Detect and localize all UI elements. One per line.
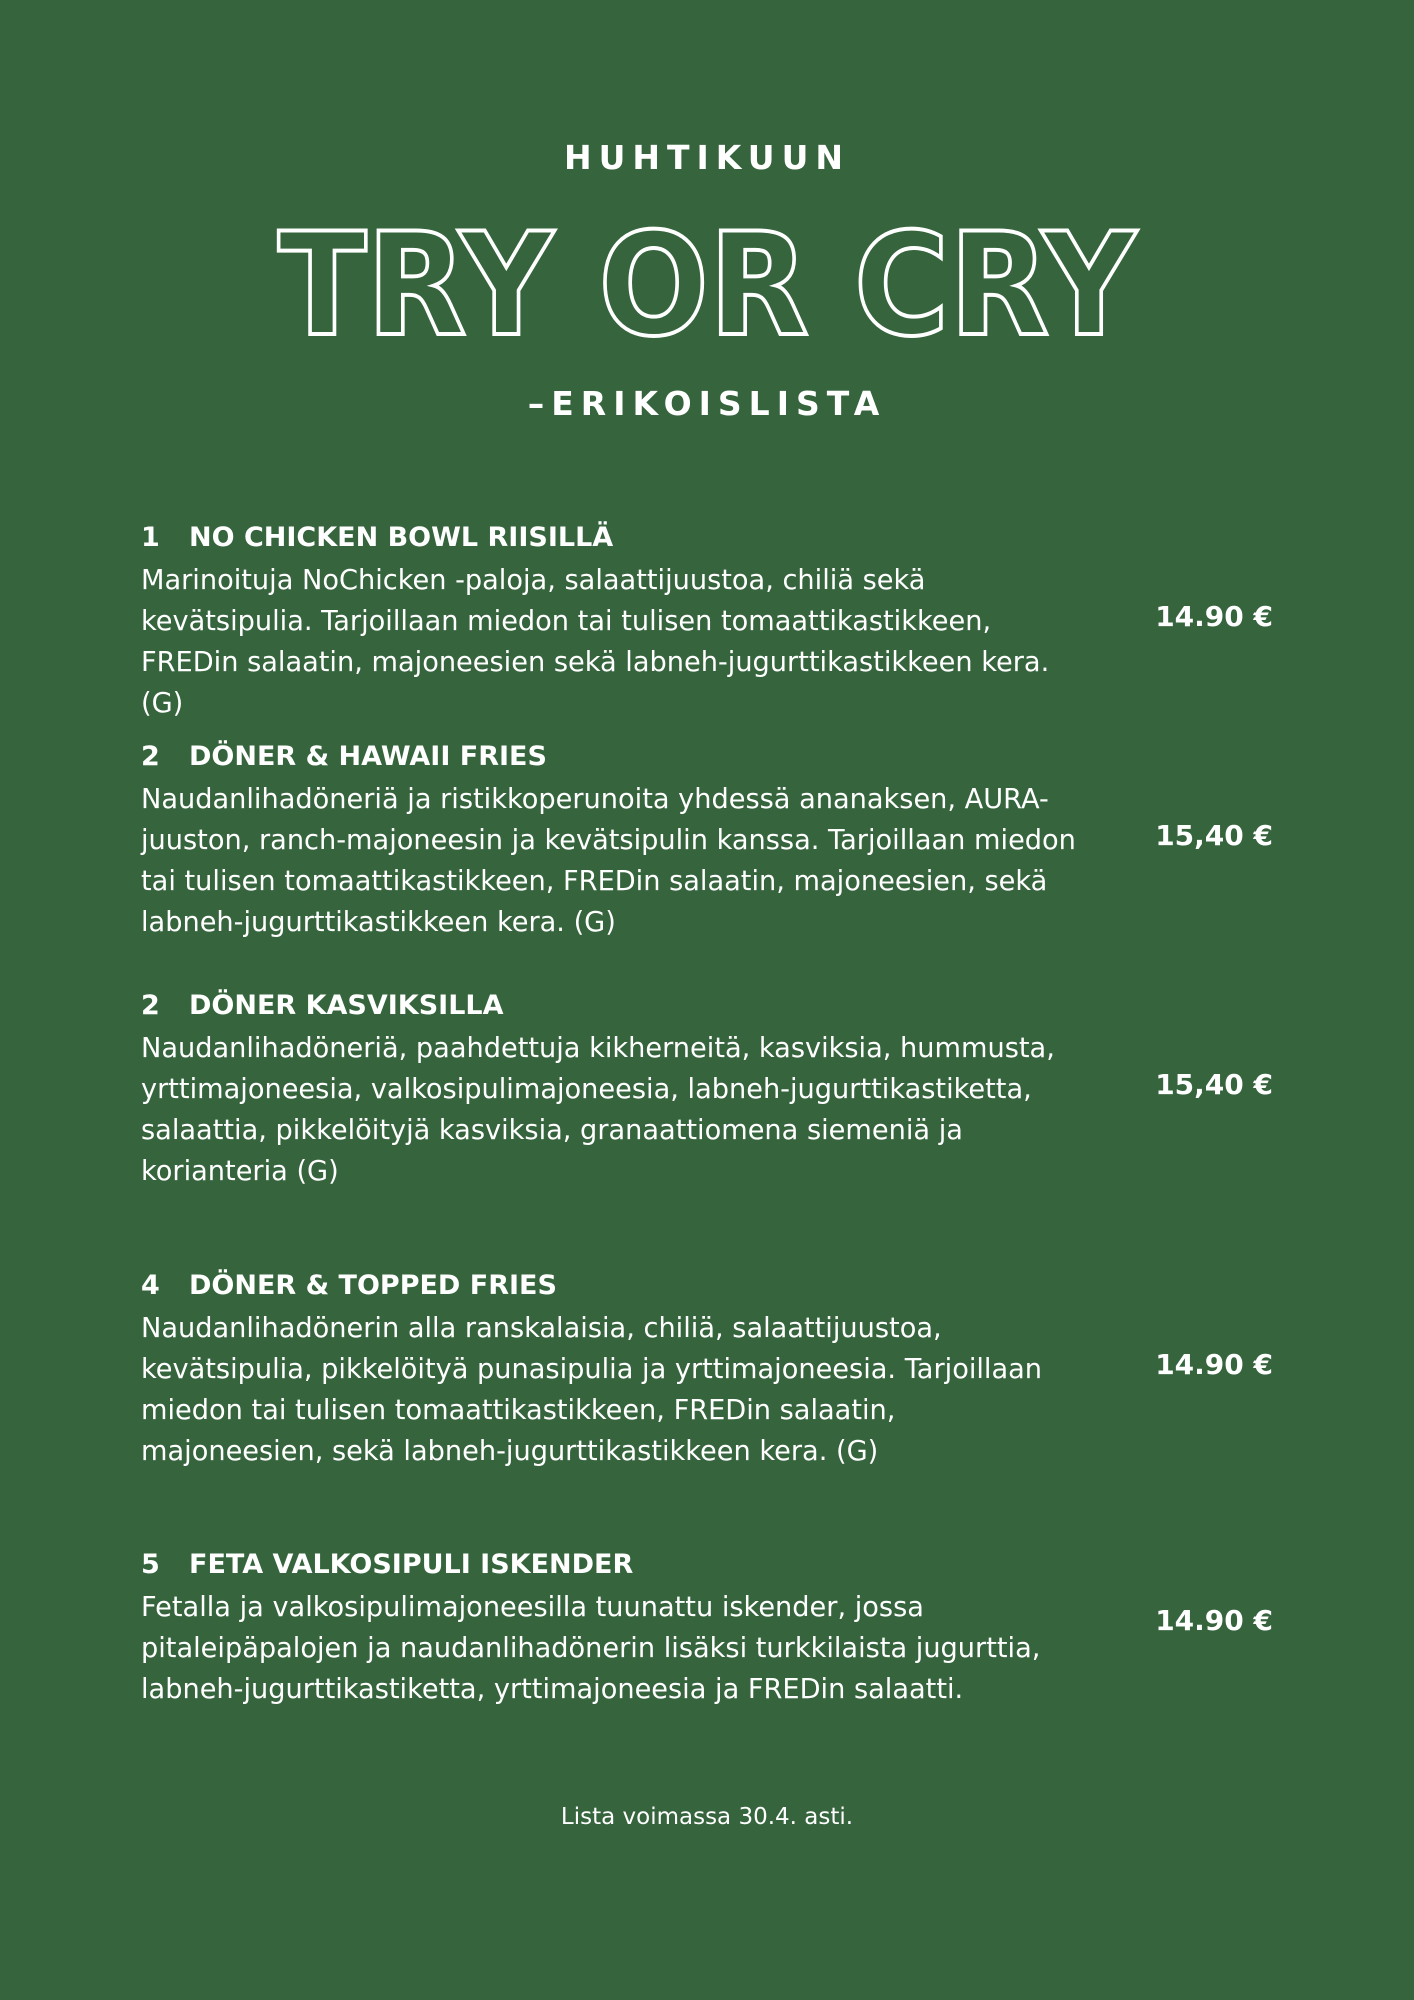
menu-subtitle: –ERIKOISLISTA — [527, 384, 887, 423]
item-title — [141, 1547, 1273, 1583]
month-heading: HUHTIKUUN — [563, 138, 851, 177]
item-description: Naudanlihadöneriä ja ristikkoperunoita yhdessä ananaksen, AURA-juuston, ranch-majoneesin ja kevätsipulin kanssa. Tarjoillaan miedon tai tulisen tomaattikastikkeen, FREDin salaatin, majoneesien, sekä labneh-jugurttikastikkeen kera. (G) — [141, 784, 1076, 938]
item-price: 14.90 € — [1155, 1348, 1273, 1381]
item-number: 2 — [141, 990, 160, 1021]
item-description: Naudanlihadönerin alla ranskalaisia, chiliä, salaattijuustoa, kevätsipulia, pikkelöityä punasipulia ja yrttimajoneesia. Tarjoillaan miedon tai tulisen tomaattikastikkeen, FREDin salaatin, majoneesien, sekä labneh-jugurttikastikkeen kera. (G) — [141, 1313, 1043, 1467]
item-title — [141, 520, 1273, 556]
item-price: 15,40 € — [1155, 1068, 1273, 1101]
item-name: DÖNER & TOPPED FRIES — [189, 1270, 557, 1301]
item-description: Fetalla ja valkosipulimajoneesilla tuunattu iskender, jossa pitaleipäpalojen ja naudanlihadönerin lisäksi turkkilaista jugurttia, labneh-jugurttikastiketta, yrttimajoneesia ja FREDin salaatti. — [141, 1592, 1041, 1705]
item-description: Marinoituja NoChicken -paloja, salaattijuustoa, chiliä sekä kevätsipulia. Tarjoillaan miedon tai tulisen tomaattikastikkeen, FREDin salaatin, majoneesien sekä labneh-jugurttikastikkeen kera. (G) — [141, 565, 1050, 719]
menu-item — [141, 988, 1273, 1192]
item-price: 15,40 € — [1155, 819, 1273, 852]
item-number: 4 — [141, 1270, 160, 1301]
item-number: 1 — [141, 522, 160, 553]
menu-item — [141, 1547, 1273, 1710]
menu-item — [141, 739, 1273, 943]
menu-title-text: TRY OR CRY — [278, 203, 1138, 366]
item-title — [141, 1268, 1273, 1304]
menu-title-outline — [0, 196, 1414, 366]
item-number: 5 — [141, 1549, 160, 1580]
item-description: Naudanlihadöneriä, paahdettuja kikherneitä, kasviksia, hummusta, yrttimajoneesia, valkosipulimajoneesia, labneh-jugurttikastiketta, salaattia, pikkelöityjä kasviksia, granaattiomena siemeniä ja korianteria (G) — [141, 1033, 1055, 1187]
item-title — [141, 988, 1273, 1024]
item-price: 14.90 € — [1155, 600, 1273, 633]
item-name: FETA VALKOSIPULI ISKENDER — [189, 1549, 634, 1580]
item-title — [141, 739, 1273, 775]
item-name: DÖNER & HAWAII FRIES — [189, 741, 547, 772]
validity-note: Lista voimassa 30.4. asti. — [560, 1804, 854, 1830]
menu-item — [141, 520, 1273, 724]
menu-title — [0, 196, 1414, 366]
menu-item — [141, 1268, 1273, 1472]
item-number: 2 — [141, 741, 160, 772]
item-price: 14.90 € — [1155, 1604, 1273, 1637]
item-name: DÖNER KASVIKSILLA — [189, 990, 504, 1021]
item-name: NO CHICKEN BOWL RIISILLÄ — [189, 522, 614, 553]
